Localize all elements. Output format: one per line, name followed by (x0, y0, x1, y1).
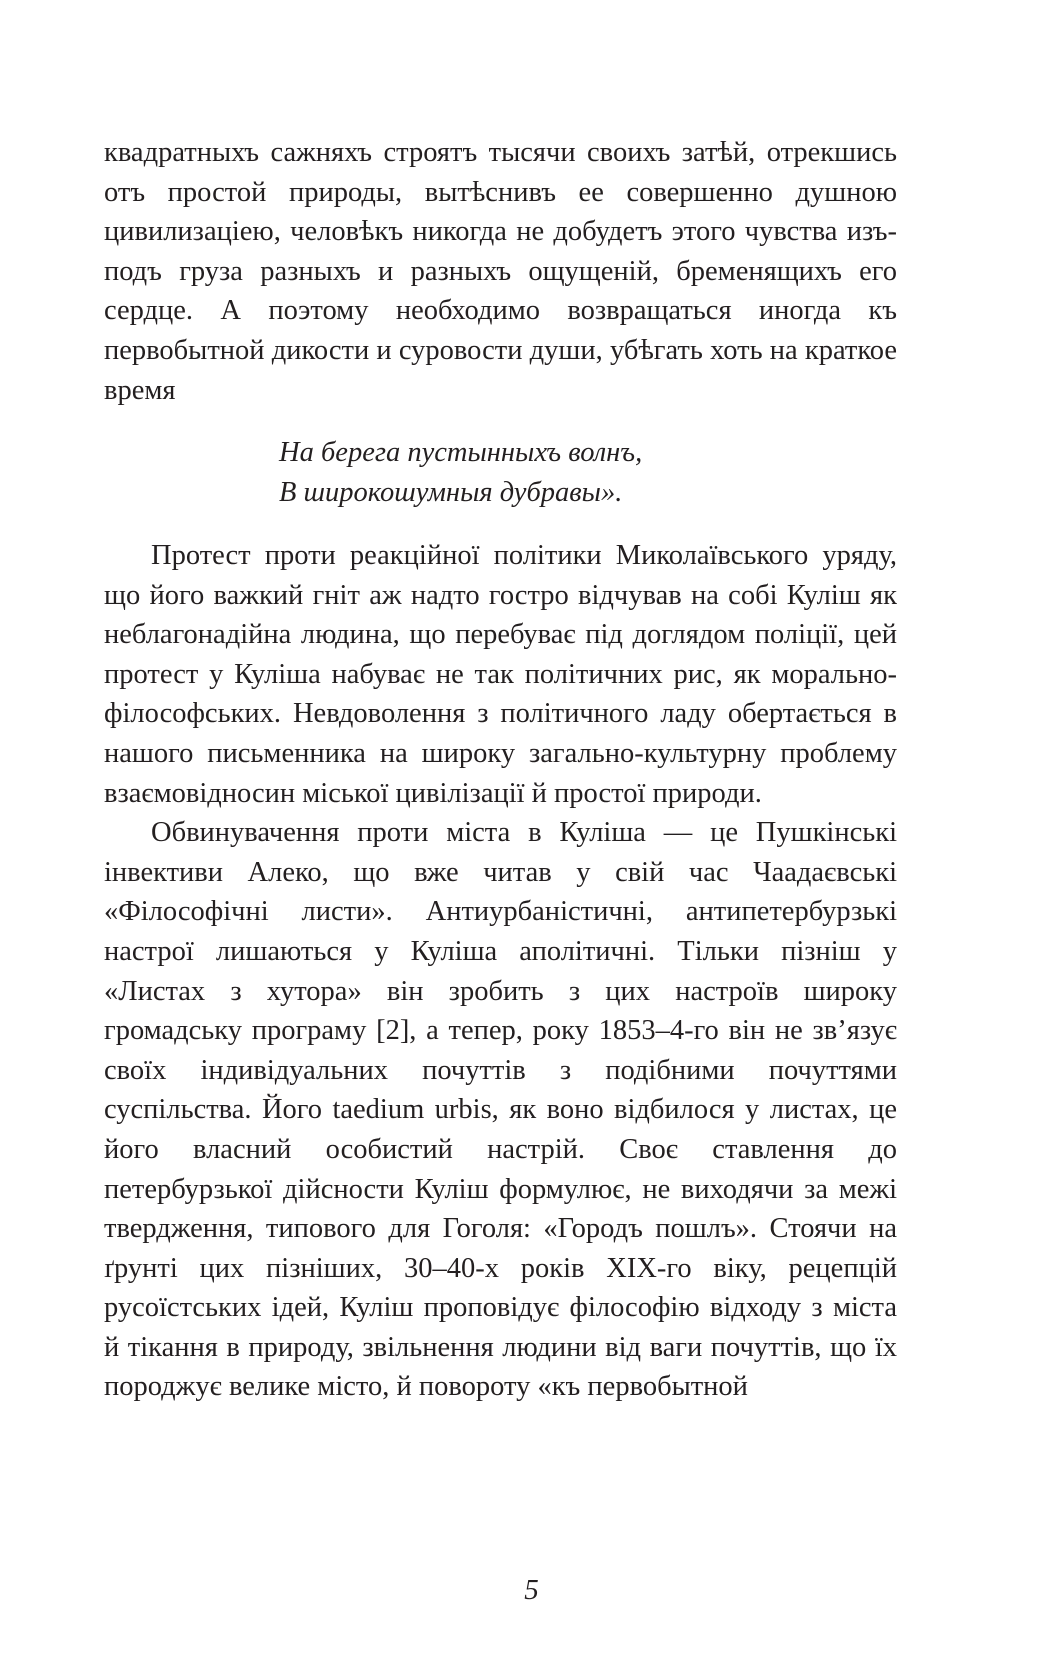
opening-paragraph: квадратныхъ сажняхъ строятъ тысячи своихъ затѣй, отрекшись отъ простой природы, вытѣснивъ ее совершенно душною цивилизацieю, человѣкъ никогда не добудетъ этого чувства изъ-подъ груза разныхъ и разныхъ ощущенiй, бременящихъ его сердце. А поэтому необходимо возвращаться иногда къ первобытной дикости и суровости души, убѣгать хоть на краткое время (104, 137, 897, 406)
verse-quote (279, 433, 642, 513)
paragraph-protest: Протест проти реакційної політики Миколаївського уряду, що його важкий гніт аж надто гостро відчував на собі Куліш як неблагонадійна людина, що перебуває під доглядом поліції, цей протест у Куліша набуває не так політичних рис, як морально-філософських. Невдоволення з політичного ладу обертається в нашого письменника на широку загально-культурну проблему взаємовідносин міської цивілізації й простої природи. (104, 540, 897, 809)
paragraph-accusation: Обвинувачення проти міста в Куліша — це Пушкінські інвективи Алеко, що вже читав у свій час Чаадаєвські «Філософічні листи». Антиурбаністичні, антипетербурзькі настрої лишаються у Куліша аполітичні. Тільки пізніш у «Листах з хутора» він зробить з цих настроїв широку громадську програму [2], а тепер, року 1853–4-го він не зв’язує своїх індивідуальних почуттів з подібними почуттями суспільства. Його taedium urbis, як воно відбилося у листах, це його власний особистий настрій. Своє ставлення до петербурзької дійсности Куліш формулює, не виходячи за межі твердження, типового для Гоголя: «Городъ пошлъ». Стоячи на ґрунті цих пізніших, 30–40-х років XIX-го віку, рецепцій русоїстських ідей, Куліш проповідує філософію відходу з міста й тікання в природу, звільнення людини від ваги почуттів, що їх породжує велике місто, й повороту «къ первобытной (104, 817, 897, 1403)
opening-paragraph-block (104, 133, 897, 410)
body-text (104, 536, 897, 1407)
verse-line: На берега пустынныхъ волнъ, (279, 437, 643, 468)
page-number: 5 (524, 1574, 539, 1606)
verse-line: В широкошумныя дубравы». (279, 477, 623, 508)
